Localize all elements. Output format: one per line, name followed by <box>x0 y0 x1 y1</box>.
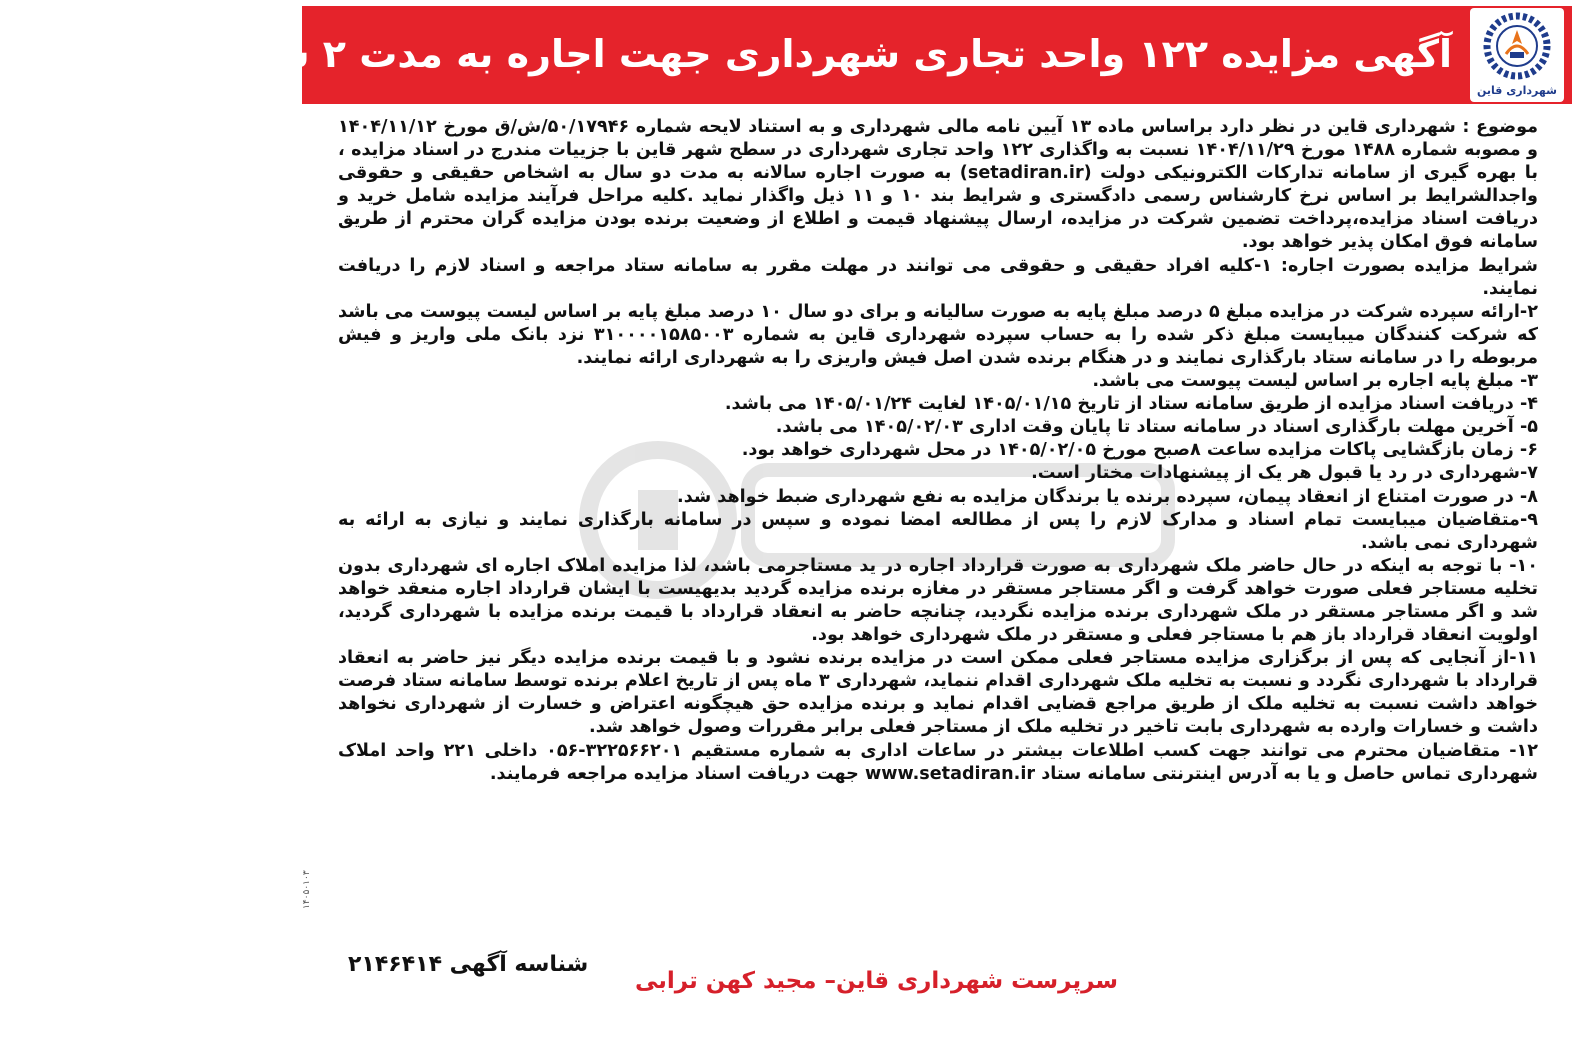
subject-paragraph: موضوع : شهرداری قاین در نظر دارد براساس ماده ۱۳ آیین نامه مالی شهرداری و به استناد لایحه شماره ۵۰/۱۷۹۴۶/ش/ق مورخ ۱۴۰۴/۱۱/۱۲ و مصوبه شماره ۱۴۸۸ مورخ ۱۴۰۴/۱۱/۲۹ نسبت به واگذاری ۱۲۲ واحد تجاری شهرداری در سطح شهر قاین با جزییات مندرج در اسناد مزایده ، با بهره گیری از سامانه تدارکات الکترونیکی دولت (setadiran.ir) به صورت اجاره سالانه به مدت دو سال به اشخاص حقیقی و حقوقی واجدالشرایط بر اساس نرخ کارشناس رسمی دادگستری و شرایط بند ۱۰ و ۱۱ ذیل واگذار نماید .کلیه مراحل فرآیند مزایده شامل خرید و دریافت اسناد مزایده،پرداخت تضمین شرکت در مزایده، ارسال پیشنهاد قیمت و اطلاع از وضعیت برنده بودن مزایده گران محترم از طریق سامانه فوق امکان پذیر خواهد بود. <box>338 117 1539 253</box>
condition-11: ۱۱-از آنجایی که پس از برگزاری مزایده مستاجر فعلی ممکن است در مزایده برنده نشود و با قیمت برنده مزایده دیگر نیز حاضر به انعقاد قرارداد با شهرداری نگردد و نسبت به تخلیه ملک شهرداری اقدام ننماید، شهرداری ۳ ماه پس از تاریخ اعلام برنده توسط سامانه ستاد فرصت خواهد داشت نسبت به تخلیه ملک از طریق مراجع قضایی اقدام نماید و برنده مزایده حق هیچگونه اعتراض و خسارت از شهرداری نخواهد داشت و خسارات وارده به شهرداری بابت تاخیر در تخلیه ملک از مستاجر فعلی برابر مقررات وصول خواهد شد. <box>338 648 1539 738</box>
condition-2: ۲-ارائه سپرده شرکت در مزایده مبلغ ۵ درصد مبلغ پایه به صورت سالیانه و برای دو سال ۱۰ درصد مبلغ پایه بر اساس لیست پیوست می باشد که شرکت کنندگان میبایست مبلغ ذکر شده را به حساب سپرده شهرداری قاین به شماره ۳۱۰۰۰۰۱۵۸۵۰۰۳ نزد بانک ملی واریز و فیش مربوطه را در سامانه ستاد بارگذاری نمایند و در هنگام برنده شدن اصل فیش واریزی را به شهرداری ارائه نمایند. <box>338 301 1538 368</box>
logo-emblem-icon <box>1470 8 1564 102</box>
condition-4: ۴- دریافت اسناد مزایده از طریق سامانه ستاد از تاریخ ۱۴۰۵/۰۱/۱۵ لغایت ۱۴۰۵/۰۱/۲۴ می باشد. <box>724 394 1538 415</box>
page-title: آگهی مزایده ۱۲۲ واحد تجاری شهرداری جهت اجاره به مدت ۲ سال (نوبت دوم) <box>0 32 1452 76</box>
condition-3: ۳- مبلغ پایه اجاره بر اساس لیست پیوست می باشد. <box>1092 371 1538 392</box>
condition-8: ۸- در صورت امتناع از انعقاد پیمان، سپرده برنده یا برندگان مزایده به نفع شهرداری ضبط خواهد شد. <box>677 486 1538 507</box>
side-code: ۱۴۰۵۰۱۰۳ <box>302 870 312 909</box>
notice-body <box>338 116 1538 786</box>
ad-id: شناسه آگهی ۲۱۴۶۴۱۴ <box>348 952 589 977</box>
condition-6: ۶- زمان بازگشایی پاکات مزایده ساعت ۸صبح مورخ ۱۴۰۵/۰۲/۰۵ در محل شهرداری خواهد بود. <box>741 440 1538 461</box>
condition-10: ۱۰- با توجه به اینکه در حال حاضر ملک شهرداری به صورت قرارداد اجاره در ید مستاجرمی باشد، لذا مزایده املاک اجاره ای شهرداری بدون تخلیه مستاجر فعلی صورت خواهد گرفت و اگر مستاجر مستقر در مغازه برنده مزایده گردید بدیهیست با ایشان قرارداد اجاره منعقد خواهد شد و اگر مستاجر مستقر در ملک شهرداری برنده مزایده نگردید، چنانچه حاضر به انعقاد قرارداد با قیمت برنده مزایده با شهرداری گردید، اولویت انعقاد قرارداد باز هم با مستاجر فعلی و مستقر در ملک شهرداری خواهد بود. <box>338 555 1538 646</box>
condition-9: ۹-متقاضیان میبایست تمام اسناد و مدارک لازم را پس از مطالعه امضا نموده و سپس در سامانه بارگذاری نمایند و نیازی به ارائه به شهرداری نمی باشد. <box>338 509 1538 553</box>
condition-5: ۵- آخرین مهلت بارگذاری اسناد در سامانه ستاد تا پایان وقت اداری ۱۴۰۵/۰۲/۰۳ می باشد. <box>775 417 1538 438</box>
municipality-logo <box>1470 8 1564 102</box>
condition-1: شرایط مزایده بصورت اجاره: ۱-کلیه افراد حقیقی و حقوقی می توانند در مهلت مقرر به سامانه ستاد مراجعه و اسناد لازم را دریافت نمایند. <box>338 255 1538 299</box>
condition-7: ۷-شهرداری در رد یا قبول هر یک از پیشنهادات مختار است. <box>1031 463 1538 484</box>
condition-12: ۱۲- متقاضیان محترم می توانند جهت کسب اطلاعات بیشتر در ساعات اداری به شماره مستقیم ۳۲۲۵۶۶۲۰۱-۰۵۶ داخلی ۲۲۱ واحد املاک شهرداری تماس حاصل و یا به آدرس اینترنتی سامانه ستاد www.setadiran.ir جهت دریافت اسناد مزایده مراجعه فرمایند. <box>338 740 1538 784</box>
title-banner <box>0 6 1572 104</box>
logo-text: شهرداری قاین <box>1477 84 1557 97</box>
signature: سرپرست شهرداری قاین– مجید کهن ترابی <box>635 968 1118 994</box>
